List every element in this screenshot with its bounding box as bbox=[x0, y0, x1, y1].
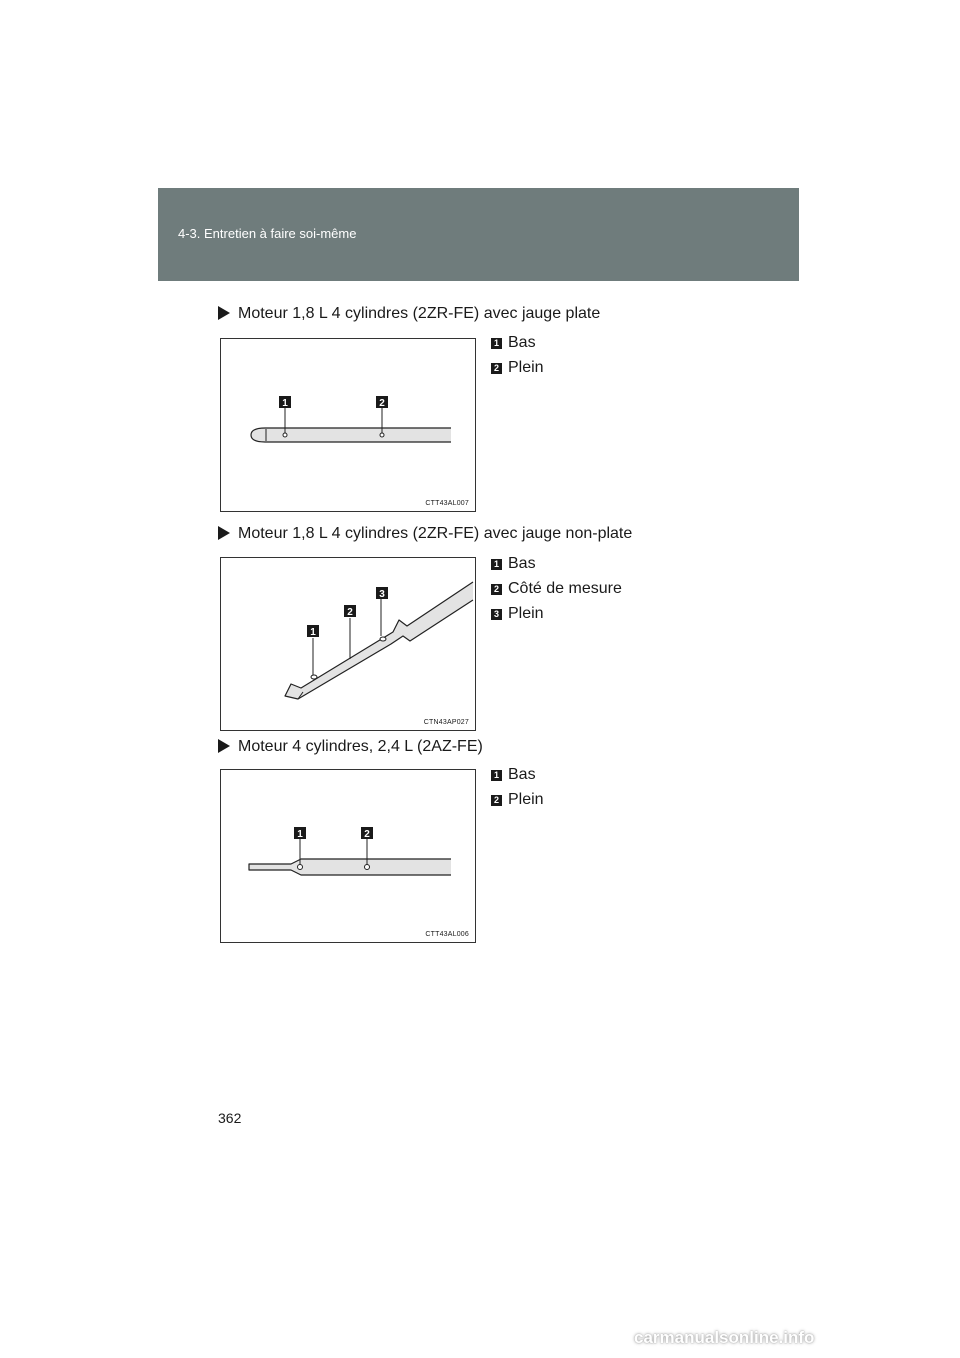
figure-code: CTN43AP027 bbox=[423, 719, 469, 726]
low-mark bbox=[311, 675, 317, 679]
chapter-header bbox=[158, 188, 799, 281]
triangle-bullet-icon bbox=[218, 739, 230, 753]
section-title-flat-dipstick: Moteur 1,8 L 4 cylindres (2ZR-FE) avec jauge plate bbox=[218, 305, 600, 323]
full-mark bbox=[380, 433, 384, 437]
callout-3: 3 bbox=[379, 589, 385, 600]
triangle-bullet-icon bbox=[218, 306, 230, 320]
callout-2: 2 bbox=[347, 607, 353, 618]
legend-item-full: 3 Plein bbox=[491, 605, 622, 630]
figure-code: CTT43AL007 bbox=[425, 500, 469, 507]
2az-fe-dipstick-illustration bbox=[221, 770, 477, 944]
legend-2az-fe-dipstick bbox=[491, 766, 544, 816]
page-number: 362 bbox=[218, 1110, 242, 1126]
figure-code: CTT43AL006 bbox=[425, 931, 469, 938]
legend-item-low: 1 Bas bbox=[491, 334, 544, 359]
legend-non-flat-dipstick bbox=[491, 555, 622, 630]
figure-non-flat-dipstick bbox=[220, 557, 476, 731]
figure-2az-fe-dipstick bbox=[220, 769, 476, 943]
low-mark bbox=[283, 433, 287, 437]
callout-1: 1 bbox=[297, 829, 303, 840]
full-mark bbox=[365, 865, 370, 870]
legend-item-full: 2 Plein bbox=[491, 359, 544, 384]
watermark-text: carmanualsonline.info bbox=[634, 1328, 815, 1347]
callout-1: 1 bbox=[310, 627, 316, 638]
callout-1: 1 bbox=[282, 398, 288, 409]
triangle-bullet-icon bbox=[218, 526, 230, 540]
legend-item-low: 1 Bas bbox=[491, 555, 622, 580]
legend-item-low: 1 Bas bbox=[491, 766, 544, 791]
legend-item-full: 2 Plein bbox=[491, 791, 544, 816]
callout-2: 2 bbox=[364, 829, 370, 840]
full-mark bbox=[380, 637, 386, 641]
non-flat-dipstick-illustration bbox=[221, 558, 477, 732]
low-mark bbox=[298, 865, 303, 870]
legend-flat-dipstick bbox=[491, 334, 544, 384]
section-title-non-flat-dipstick: Moteur 1,8 L 4 cylindres (2ZR-FE) avec jauge non-plate bbox=[218, 525, 632, 543]
figure-flat-dipstick bbox=[220, 338, 476, 512]
callout-2: 2 bbox=[379, 398, 385, 409]
legend-item-measuring-side: 2 Côté de mesure bbox=[491, 580, 622, 605]
flat-dipstick-illustration bbox=[221, 339, 477, 513]
section-title-2az-fe: Moteur 4 cylindres, 2,4 L (2AZ-FE) bbox=[218, 738, 483, 756]
chapter-section-title: 4-3. Entretien à faire soi-même bbox=[178, 226, 357, 241]
